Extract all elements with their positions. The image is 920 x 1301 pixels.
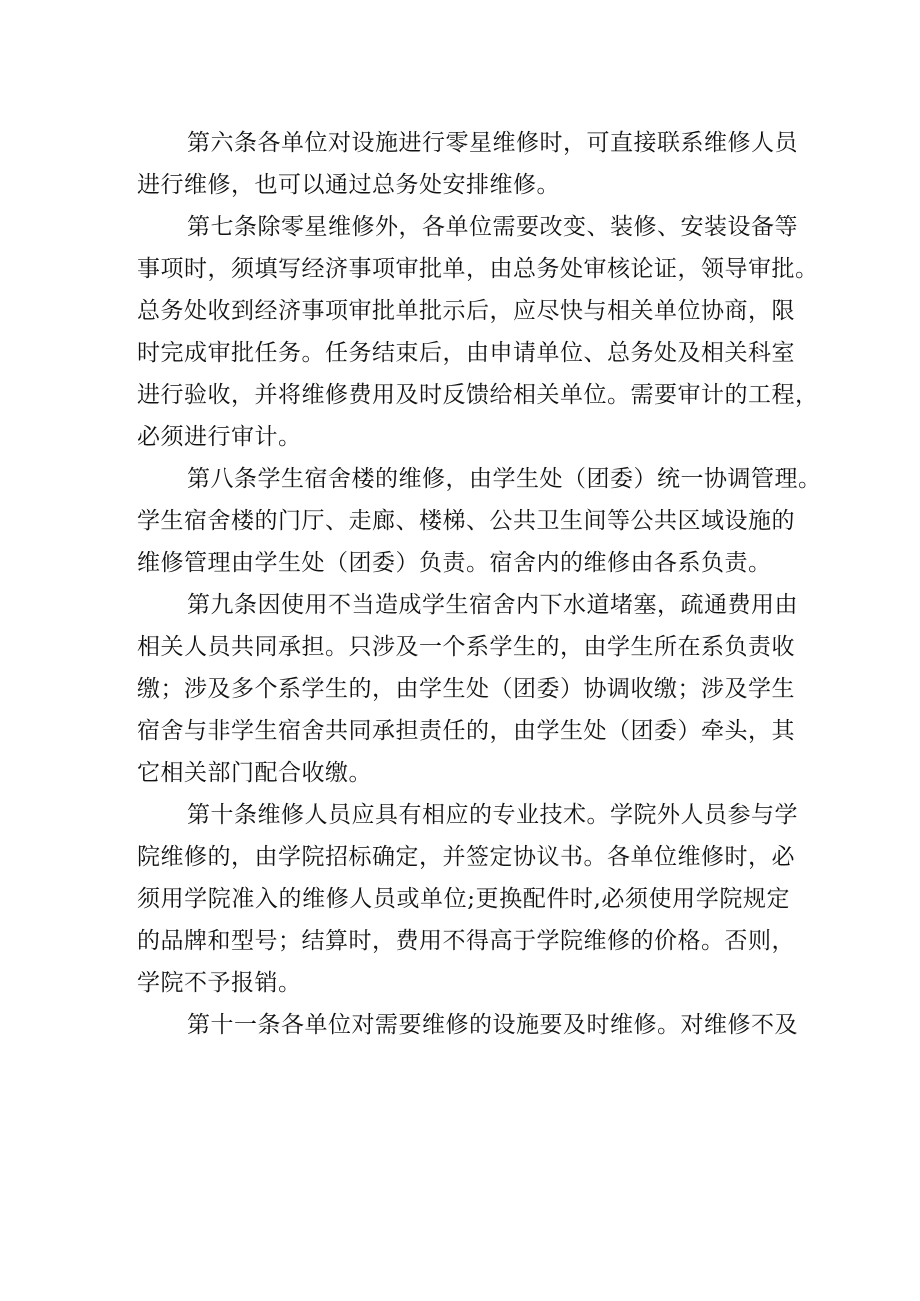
text-line: 它相关部门配合收缴。	[137, 760, 372, 786]
text-line: 进行验收，并将维修费用及时反馈给相关单位。需要审计的工程，	[137, 382, 819, 408]
text-line: 学生宿舍楼的门厅、走廊、楼梯、公共卫生间等公共区域设施的	[137, 508, 795, 534]
text-line: 第九条因使用不当造成学生宿舍内下水道堵塞，疏通费用由	[187, 592, 798, 618]
text-line: 第七条除零星维修外，各单位需要改变、装修、安装设备等	[187, 214, 798, 240]
document-body	[137, 122, 822, 1046]
text-line: 第八条学生宿舍楼的维修，由学生处（团委）统一协调管理。	[187, 466, 822, 492]
text-line: 宿舍与非学生宿舍共同承担责任的，由学生处（团委）牵头，其	[137, 718, 795, 744]
text-line: 院维修的，由学院招标确定，并签定协议书。各单位维修时，必	[137, 844, 795, 870]
text-line: 必须进行审计。	[137, 424, 302, 450]
paragraph-article-9	[137, 584, 798, 794]
text-line: 总务处收到经济事项审批单批示后，应尽快与相关单位协商，限	[137, 298, 795, 324]
text-line: 事项时，须填写经济事项审批单，由总务处审核论证，领导审批。	[137, 256, 819, 282]
paragraph-article-11	[137, 1004, 798, 1046]
text-line: 第十条维修人员应具有相应的专业技术。学院外人员参与学	[187, 802, 798, 828]
text-line: 维修管理由学生处（团委）负责。宿舍内的维修由各系负责。	[137, 550, 772, 576]
text-line: 须用学院准入的维修人员或单位;更换配件时,必须使用学院规定	[137, 886, 790, 912]
paragraph-article-8	[137, 458, 822, 584]
paragraph-article-7	[137, 206, 819, 458]
text-line: 进行维修，也可以通过总务处安排维修。	[137, 172, 560, 198]
text-line: 相关人员共同承担。只涉及一个系学生的，由学生所在系负责收	[137, 634, 795, 660]
text-line: 第十一条各单位对需要维修的设施要及时维修。对维修不及	[187, 1012, 798, 1038]
text-line: 缴；涉及多个系学生的，由学生处（团委）协调收缴；涉及学生	[137, 676, 795, 702]
text-line: 的品牌和型号；结算时，费用不得高于学院维修的价格。否则，	[137, 928, 795, 954]
text-line: 学院不予报销。	[137, 970, 302, 996]
text-line: 第六条各单位对设施进行零星维修时，可直接联系维修人员	[187, 130, 798, 156]
paragraph-article-6	[137, 122, 798, 206]
paragraph-article-10	[137, 794, 798, 1004]
text-line: 时完成审批任务。任务结束后，由申请单位、总务处及相关科室	[137, 340, 795, 366]
